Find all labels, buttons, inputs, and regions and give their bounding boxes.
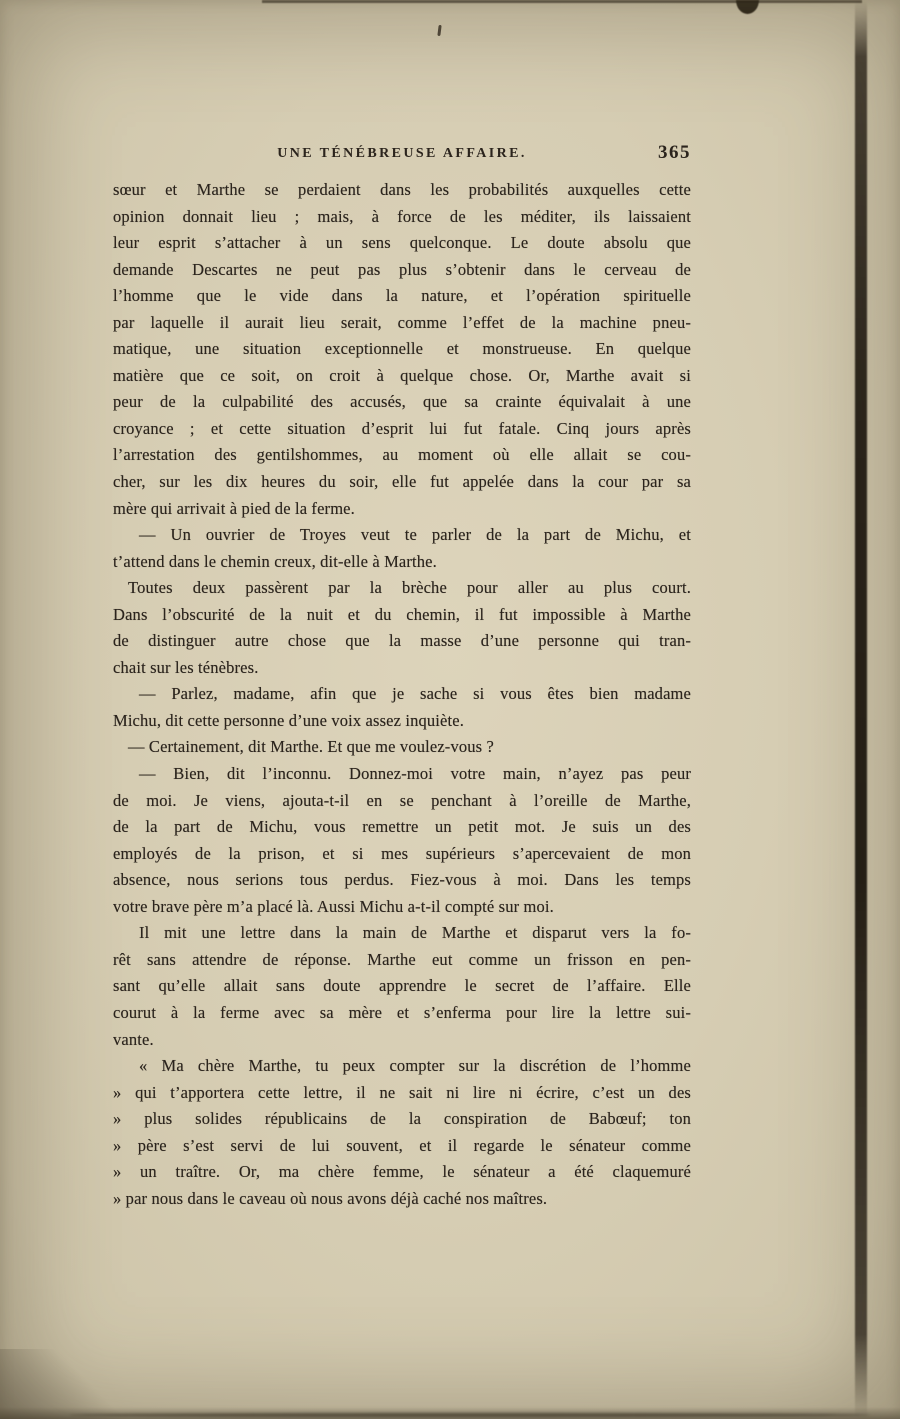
page-bottom-edge-stain	[70, 1413, 870, 1417]
paragraph	[113, 575, 691, 681]
page-header	[113, 142, 691, 168]
text-line: t’attend dans le chemin creux, dit-elle à Marthe.	[113, 551, 437, 571]
page-edge-shadow-right	[855, 0, 867, 1419]
text-line: Michu, dit cette personne d’une voix assez inquiète.	[113, 710, 464, 730]
text-line: » plus solides républicains de la conspiration de Babœuf; ton	[113, 1109, 691, 1129]
text-line: croyance ; et cette situation d’esprit lui fut fatale. Cinq jours après	[113, 418, 691, 438]
text-line: vante.	[113, 1029, 154, 1049]
text-line: de distinguer autre chose que la masse d’une personne qui tran-	[113, 631, 691, 651]
text-line: mère qui arrivait à pied de la ferme.	[113, 498, 355, 518]
paragraph	[113, 1053, 691, 1212]
text-line: — Certainement, dit Marthe. Et que me voulez-vous ?	[128, 737, 494, 757]
running-title: UNE TÉNÉBREUSE AFFAIRE.	[277, 146, 527, 161]
text-line: demande Descartes ne peut pas plus s’obtenir dans le cerveau de	[113, 259, 691, 279]
text-line: de la part de Michu, vous remettre un petit mot. Je suis un des	[113, 817, 691, 837]
paragraph	[113, 177, 691, 522]
text-line: matique, une situation exceptionnelle et monstrueuse. En quelque	[113, 339, 691, 359]
text-line: peur de la culpabilité des accusés, que sa crainte équivalait à une	[113, 392, 691, 412]
text-line: employés de la prison, et si mes supérieurs s’apercevaient de mon	[113, 843, 691, 863]
text-line: — Bien, dit l’inconnu. Donnez-moi votre main, n’ayez pas peur	[139, 764, 691, 784]
text-line: « Ma chère Marthe, tu peux compter sur la discrétion de l’homme	[139, 1056, 691, 1076]
text-line: leur esprit s’attacher à un sens quelconque. Le doute absolu que	[113, 233, 691, 253]
page-number: 365	[658, 142, 691, 163]
text-line: » par nous dans le caveau où nous avons déjà caché nos maîtres.	[113, 1188, 548, 1208]
paragraph	[113, 522, 691, 575]
text-line: sant qu’elle allait sans doute apprendre le secret de l’affaire. Elle	[113, 976, 691, 996]
text-line: Toutes deux passèrent par la brèche pour aller au plus court.	[128, 578, 691, 598]
text-line: — Un ouvrier de Troyes veut te parler de la part de Michu, et	[139, 525, 691, 545]
text-line: Dans l’obscurité de la nuit et du chemin, il fut impossible à Marthe	[113, 604, 691, 624]
text-line: » père s’est servi de lui souvent, et il regarde le sénateur comme	[113, 1135, 691, 1155]
paragraph	[113, 761, 691, 920]
text-line: courut à la ferme avec sa mère et s’enferma pour lire la lettre sui-	[113, 1002, 691, 1022]
paragraph	[113, 681, 691, 734]
text-line: chait sur les ténèbres.	[113, 657, 259, 677]
text-line: rêt sans attendre de réponse. Marthe eut comme un frisson en pen-	[113, 949, 691, 969]
text-line: — Parlez, madame, afin que je sache si vous êtes bien madame	[139, 684, 691, 704]
text-block	[113, 177, 691, 1212]
text-line: de moi. Je viens, ajouta-t-il en se penchant à l’oreille de Marthe,	[113, 790, 691, 810]
text-line: l’arrestation des gentilshommes, au moment où elle allait se cou-	[113, 445, 691, 465]
paragraph	[113, 920, 691, 1053]
text-line: opinion donnait lieu ; mais, à force de les méditer, ils laissaient	[113, 206, 691, 226]
page-corner-stain	[736, 0, 759, 14]
text-line: cher, sur les dix heures du soir, elle fut appelée dans la cour par sa	[113, 472, 691, 492]
text-line: matière que ce soit, on croit à quelque chose. Or, Marthe avait si	[113, 365, 691, 385]
text-line: par laquelle il aurait lieu serait, comme l’effet de la machine pneu-	[113, 312, 691, 332]
text-line: Il mit une lettre dans la main de Marthe et disparut vers la fo-	[139, 923, 691, 943]
text-line: l’homme que le vide dans la nature, et l’opération spirituelle	[113, 286, 691, 306]
page-top-edge-stain	[262, 0, 862, 3]
text-line: absence, nous serions tous perdus. Fiez-vous à moi. Dans les temps	[113, 870, 691, 890]
page-bottom-left-stain	[0, 1349, 140, 1419]
text-line: sœur et Marthe se perdaient dans les probabilités auxquelles cette	[113, 180, 691, 199]
text-line: » un traître. Or, ma chère femme, le sénateur a été claquemuré	[113, 1162, 691, 1182]
paragraph	[113, 734, 691, 761]
text-line: votre brave père m’a placé là. Aussi Michu a-t-il compté sur moi.	[113, 896, 554, 916]
ink-speck	[437, 25, 441, 36]
text-line: » qui t’apportera cette lettre, il ne sait ni lire ni écrire, c’est un des	[113, 1082, 691, 1102]
